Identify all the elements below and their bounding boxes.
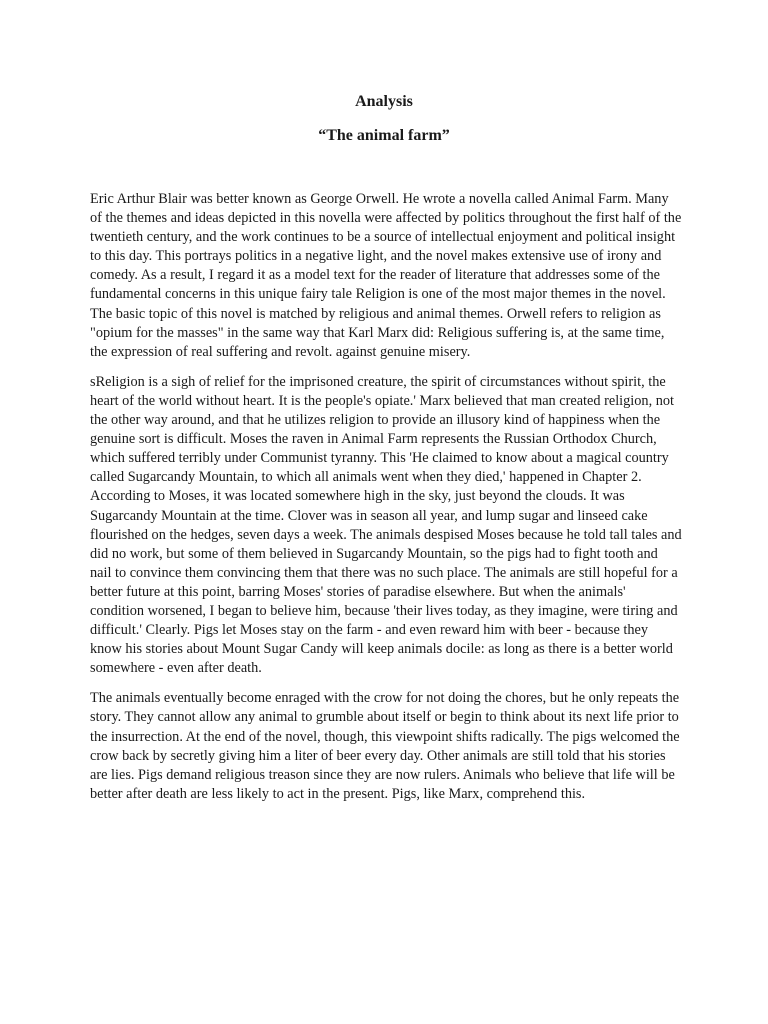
page-subtitle: “The animal farm” [318, 127, 450, 144]
paragraph-1: Eric Arthur Blair was better known as George Orwell. He wrote a novella called Animal Farm. Many of the themes and ideas depicted in this novella were affected by politics throughout the first half of the twentieth century, and the work continues to be a source of intellectual enjoyment and political insight to this day. This portrays politics in a negative light, and the novel makes extensive use of irony and comedy. As a result, I regard it as a model text for the reader of literature that addresses some of the fundamental concerns in this unique fairy tale Religion is one of the most major themes in the novel. The basic topic of this novel is matched by religious and animal themes. Orwell refers to religion as "opium for the masses" in the same way that Karl Marx did: Religious suffering is, at the same time, the expression of real suffering and revolt. against genuine misery. [90, 191, 682, 360]
paragraph-2: sReligion is a sigh of relief for the imprisoned creature, the spirit of circumstances without spirit, the heart of the world without heart. It is the people's opiate.' Marx believed that man created religion, not the other way around, and that he utilizes religion to provide an illusory kind of happiness when the genuine sort is difficult. Moses the raven in Animal Farm represents the Russian Orthodox Church, which suffered terribly under Communist tyranny. This 'He claimed to know about a magical country called Sugarcandy Mountain, to which all animals went when they died,' happened in Chapter 2. According to Moses, it was located somewhere high in the sky, just beyond the clouds. It was Sugarcandy Mountain at the time. Clover was in season all year, and lump sugar and linseed cake flourished on the hedges, seven days a week. The animals despised Moses because he told tall tales and did no work, but some of them believed in Sugarcandy Mountain, so the pigs had to fight tooth and nail to convince them convincing them that there was no such place. The animals are still hopeful for a better future at this point, barring Moses' stories of paradise elsewhere. But when the animals' condition worsened, I began to believe him, because 'their lives today, as they imagine, were tiring and difficult.' Clearly. Pigs let Moses stay on the farm - and even reward him with beer - because they know his stories about Mount Sugar Candy will keep animals docile: as long as there is a better world somewhere - even after death. [90, 373, 682, 677]
body-text [90, 190, 682, 815]
paragraph-3: The animals eventually become enraged with the crow for not doing the chores, but he only repeats the story. They cannot allow any animal to grumble about itself or begin to think about its next life prior to the insurrection. At the end of the novel, though, this viewpoint shifts radically. The pigs welcomed the crow back by secretly giving him a liter of beer every day. Other animals are still told that his stories are lies. Pigs demand religious treason since they are now rulers. Animals who believe that life will be better after death are less likely to act in the present. Pigs, like Marx, comprehend this. [90, 690, 680, 802]
page-title: Analysis [355, 93, 413, 110]
